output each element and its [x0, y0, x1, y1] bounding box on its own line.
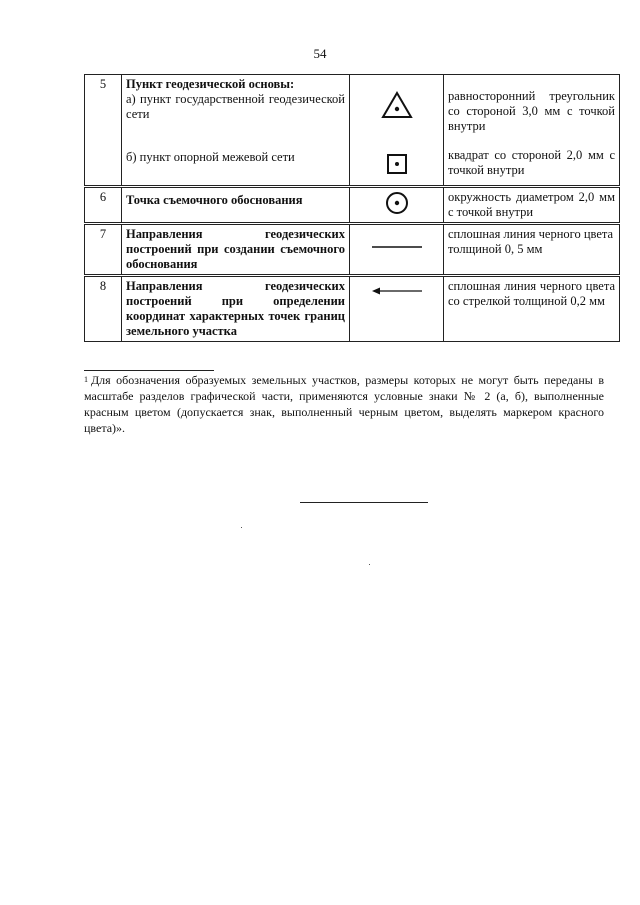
footnote-marker: 1	[84, 375, 88, 384]
row-desc: сплошная линия черного цвета толщиной 0, 5 мм	[444, 224, 620, 276]
row-sign-cell	[350, 224, 444, 276]
triangle-with-dot-icon	[381, 91, 413, 119]
circle-with-dot-icon	[384, 190, 410, 216]
row-sub-a: а) пункт государственной геодезической сети	[126, 92, 345, 121]
row-desc: окружность диаметром 2,0 мм с точкой внутри	[444, 187, 620, 224]
row-desc-b: квадрат со стороной 2,0 мм с точкой внутри	[448, 148, 615, 177]
row-name-cell	[122, 75, 350, 187]
row-title: Пункт геодезической основы:	[126, 77, 295, 91]
row-name: Точка съемочного обоснования	[122, 187, 350, 224]
row-desc-cell	[444, 75, 620, 187]
scan-speck	[241, 527, 242, 528]
table-row	[85, 224, 620, 276]
row-name: Направления геодезических построений при создании съемочного обоснования	[122, 224, 350, 276]
row-number: 5	[85, 75, 122, 187]
row-sign-cell	[350, 276, 444, 342]
row-desc: сплошная линия черного цвета со стрелкой толщиной 0,2 мм	[444, 276, 620, 342]
arrow-left-line-icon	[371, 286, 423, 296]
square-with-dot-icon	[386, 153, 408, 175]
row-sub-b: б) пункт опорной межевой сети	[126, 150, 295, 164]
scan-speck	[369, 564, 370, 565]
table-row	[85, 187, 620, 224]
solid-line-icon	[371, 244, 423, 250]
row-name: Направления геодезических построений при определении координат характерных точек границ земельного участка	[122, 276, 350, 342]
row-number: 6	[85, 187, 122, 224]
table-row	[85, 75, 620, 187]
row-sign-cell	[350, 75, 444, 187]
legend-table	[84, 74, 620, 342]
end-rule	[300, 502, 428, 503]
page-number: 54	[313, 46, 327, 61]
footnote-text: Для обозначения образуемых земельных участков, размеры которых не могут быть переданы в масштабе разделов графической части, применяются условные знаки № 2 (а, б), выполненные красным цветом (допускается знак, выполненный черным цветом, выделять маркером красного цвета)».	[84, 373, 604, 435]
table-row	[85, 276, 620, 342]
footnote	[84, 372, 604, 436]
row-sign-cell	[350, 187, 444, 224]
row-number: 7	[85, 224, 122, 276]
row-desc-a: равносторонний треугольник со стороной 3,0 мм с точкой внутри	[448, 89, 615, 133]
row-number: 8	[85, 276, 122, 342]
footnote-rule	[84, 370, 214, 371]
